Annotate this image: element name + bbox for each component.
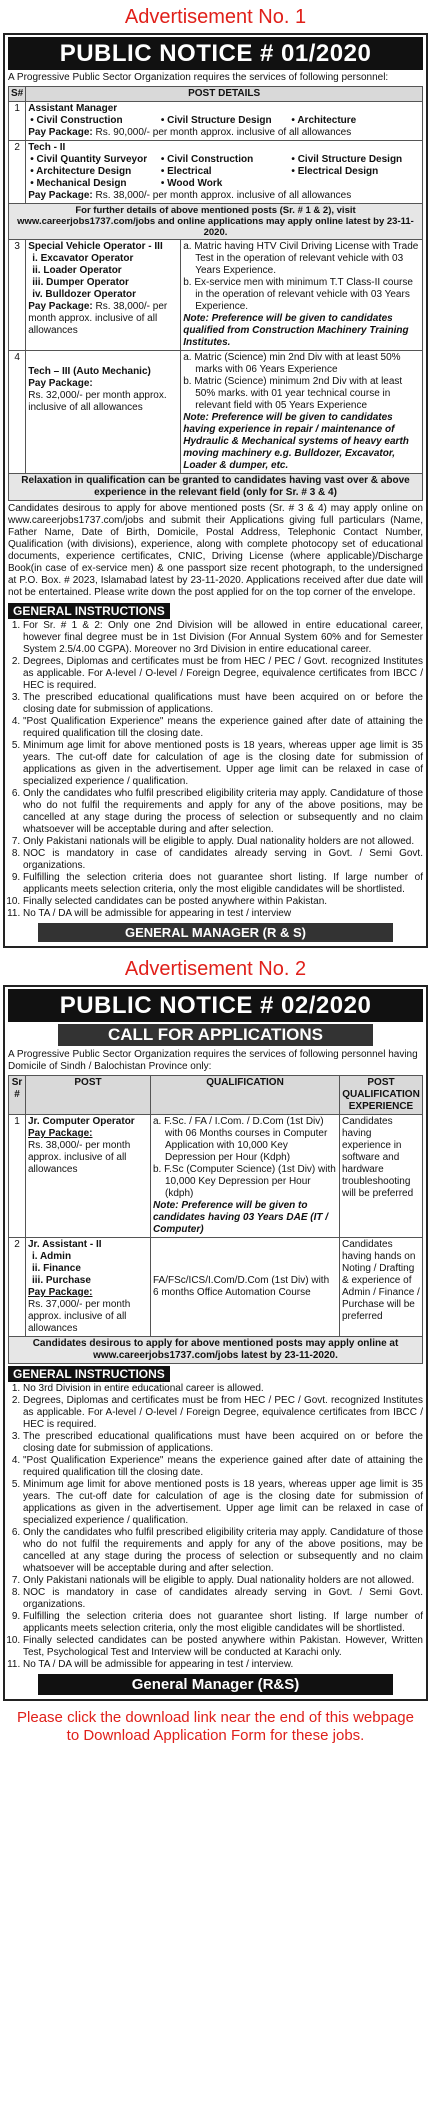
list-item: • Civil Quantity Surveyor xyxy=(30,154,148,165)
list-item: 8. NOC is mandatory in case of candidates already serving in Govt. / Semi Govt. organizations. xyxy=(23,1587,423,1611)
table-row xyxy=(9,1238,423,1337)
list-item: 11. No TA / DA will be admissible for appearing in test / interview. xyxy=(23,1659,423,1671)
list-item: 11. No TA / DA will be admissible for appearing in test / interview xyxy=(23,908,423,920)
qualification-list xyxy=(183,241,420,313)
list-item: • Electrical Design xyxy=(291,166,379,177)
list-item: a. Matric having HTV Civil Driving License with Trade Test in the operation of relevant vehicle with 03 Years Experience. xyxy=(183,241,419,276)
list-item: 2. Degrees, Diplomas and certificates must be from HEC / PEC / Govt. recognized Institutes as applicable. For A-level / O-level / Foreign Degree, equivalence certificates from IBCC / HEC is required. xyxy=(23,656,423,692)
list-item: 5. Minimum age limit for above mentioned posts is 18 years, whereas upper age limit is 35 years. The cut-off date for calculation of age is the closing date for submission of applications as given in the advertisement. Upper age limit can be relaxed in case of specialized experience / qualification. xyxy=(23,740,423,788)
row-sn: 2 xyxy=(9,141,26,204)
list-item: 5. Minimum age limit for above mentioned posts is 18 years, whereas upper age limit is 35 years. The cut-off date for calculation of age is the closing date for submission of applications as given in the advertisement. Upper age limit can be relaxed in case of specialized experience / qualification. xyxy=(23,1479,423,1527)
list-item: 7. Only Pakistani nationals will be eligible to apply. Dual nationality holders are not allowed. xyxy=(23,836,423,848)
signatory: GENERAL MANAGER (R & S) xyxy=(38,923,393,942)
pay-package: Pay Package: Rs. 90,000/- per month approx. inclusive of all allowances xyxy=(28,127,352,138)
header-post-details: POST DETAILS xyxy=(26,87,423,102)
post-title: Jr. Assistant - II xyxy=(28,1239,102,1250)
row-sn: 1 xyxy=(9,102,26,141)
post-title: Special Vehicle Operator - III xyxy=(28,241,163,252)
list-item: ii. Finance xyxy=(32,1263,81,1274)
list-item: 7. Only Pakistani nationals will be eligible to apply. Dual nationality holders are not allowed. xyxy=(23,1575,423,1587)
list-item: a. Matric (Science) min 2nd Div with at least 50% marks with 06 Years Experience xyxy=(183,352,401,375)
post-title: Tech - II xyxy=(28,142,66,153)
list-item: 6. Only the candidates who fulfil prescribed eligibility criteria may apply. Candidature of those who do not fulfil the requirements and apply for any of the above positions, may be cancelled at any stage during the process of selection or subsequently and no claim whatsoever will be acceptable during and after selection. xyxy=(23,1527,423,1575)
pay-label: Pay Package: xyxy=(28,1287,93,1298)
header-post: POST xyxy=(26,1076,151,1115)
table-row xyxy=(9,102,423,141)
instructions-list xyxy=(8,1383,423,1671)
list-item: iii. Purchase xyxy=(32,1275,91,1286)
general-instructions-heading: GENERAL INSTRUCTIONS xyxy=(8,1366,170,1382)
qualification-list xyxy=(153,1116,337,1200)
qualification-list xyxy=(183,352,420,412)
table-header-row xyxy=(9,87,423,102)
list-item: iii. Dumper Operator xyxy=(32,277,129,288)
apply-note: For further details of above mentioned posts (Sr. # 1 & 2), visit www.careerjobs1737.com/jobs and online applications may apply online latest by 23-11-2020. xyxy=(9,204,423,240)
signatory: General Manager (R&S) xyxy=(38,1674,393,1695)
list-item: 10. Finally selected candidates can be posted anywhere within Pakistan. However, Written Test, Psychological Test and Interview will be conducted at Karachi only. xyxy=(23,1635,423,1659)
list-item: 4. "Post Qualification Experience" means the experience gained after date of attaining the required qualification till the closing date. xyxy=(23,716,423,740)
pay-package: Rs. 32,000/- per month approx. inclusive of all allowances xyxy=(28,390,167,413)
list-item: 2. Degrees, Diplomas and certificates must be from HEC / PEC / Govt. recognized Institutes as applicable. For A-level / O-level / Foreign Degree, equivalence certificates from IBCC / HEC is required. xyxy=(23,1395,423,1431)
header-qualification: QUALIFICATION xyxy=(151,1076,340,1115)
pay-package: Rs. 38,000/- per month approx. inclusive of all allowances xyxy=(28,1140,131,1175)
list-item: 3. The prescribed educational qualifications must have been acquired on or before the closing date for submission of applications. xyxy=(23,1431,423,1455)
apply-note-row xyxy=(9,1337,423,1364)
post-title: Tech – III (Auto Mechanic) xyxy=(28,366,151,377)
row-sn: 4 xyxy=(9,351,26,474)
header-sn: S# xyxy=(9,87,26,102)
apply-paragraph: Candidates desirous to apply for above mentioned posts (Sr. # 3 & 4) may apply online on www.careerjobs1737.com/jobs and submit their Applications giving full particulars (Name, Father Name, Date of Birth, Domicile, Postal Address, Telephonic Contact Number, Qualification (with divisions), experience, along with complete photocopy set of educational documents, experience certificates, CNIC, Driving License (where applicable)/Discharge Book(in case of ex-service men) & one passport size recent photograph, to the undersigned at P.O. Box. # 2023, Islamabad latest by 23-11-2020. Applications received after due date will not be entertained. Please write down the post applied for on the top corner of the envelope. xyxy=(8,503,423,598)
pay-package: Pay Package: Rs. 38,000/- per month approx. inclusive of all allowances xyxy=(28,190,352,201)
list-item: b. Matric (Science) minimum 2nd Div with at least 50% marks. with 01 year technical course in relevant field with 05 Years Experience xyxy=(183,376,403,411)
list-item: i. Excavator Operator xyxy=(32,253,134,264)
list-item: 3. The prescribed educational qualifications must have been acquired on or before the closing date for submission of applications. xyxy=(23,692,423,716)
pay-package: Pay Package: Rs. 38,000/- per month approx. inclusive of all allowances xyxy=(28,301,168,336)
list-item: a. F.Sc. / FA / I.Com. / D.Com (1st Div) with 06 Months courses in Computer Application with 10,000 Key Depression per Hour (Kdph) xyxy=(153,1116,328,1163)
list-item: • Civil Structure Design xyxy=(291,154,403,165)
ad1-notice-heading: PUBLIC NOTICE # 01/2020 xyxy=(8,37,423,70)
ad2-title: Advertisement No. 2 xyxy=(124,958,307,980)
list-item: • Wood Work xyxy=(160,178,223,189)
list-item: 1. No 3rd Division in entire educational career is allowed. xyxy=(23,1383,423,1395)
table-row xyxy=(9,1115,423,1238)
list-item: i. Admin xyxy=(32,1251,72,1262)
row-post xyxy=(26,1115,151,1238)
note: Note: Preference will be given to candidates having experience in repair / maintenance of Hydraulic & Mechanical systems of heavy earth moving machinery e.g. Bulldozer, Excavator, Loader & dumper, etc. xyxy=(183,412,409,471)
row-sn: 1 xyxy=(9,1115,26,1238)
apply-note: Candidates desirous to apply for above mentioned posts may apply online at www.careerjobs1737.com/jobs latest by 23-11-2020. xyxy=(9,1337,423,1364)
list-item: • Civil Structure Design xyxy=(160,115,272,126)
row-experience: Candidates having hands on Noting / Drafting & experience of Admin / Finance / Purchase will be preferred xyxy=(340,1238,423,1337)
table-row xyxy=(9,351,423,474)
table-row xyxy=(9,141,423,204)
list-item: 9. Fulfilling the selection criteria does not guarantee short listing. If large number of applicants meets selection criteria, only the most eligible candidates will be shortlisted. xyxy=(23,872,423,896)
row-qualification: FA/FSc/ICS/I.Com/D.Com (1st Div) with 6 months Office Automation Course xyxy=(151,1238,340,1337)
post-items xyxy=(28,154,420,190)
list-item: • Architecture xyxy=(291,115,357,126)
list-item: • Mechanical Design xyxy=(30,178,127,189)
row-post xyxy=(26,141,423,204)
list-item: 4. "Post Qualification Experience" means the experience gained after date of attaining the required qualification till the closing date. xyxy=(23,1455,423,1479)
ad2-notice xyxy=(3,985,428,1701)
ad1-notice xyxy=(3,33,428,948)
list-item: 9. Fulfilling the selection criteria does not guarantee short listing. If large number of applicants meets selection criteria, only the most eligible candidates will be shortlisted. xyxy=(23,1611,423,1635)
row-post xyxy=(26,102,423,141)
list-item: iv. Bulldozer Operator xyxy=(32,289,136,300)
ad1-intro: A Progressive Public Sector Organization requires the services of following personnel: xyxy=(8,72,389,83)
post-title: Jr. Computer Operator xyxy=(28,1116,135,1127)
ad2-posts-table xyxy=(8,1075,423,1364)
ad1-posts-table xyxy=(8,86,423,501)
list-item: • Civil Construction xyxy=(30,115,123,126)
note: Note: Preference will be given to candidates having 03 Years DAE (IT / Computer) xyxy=(153,1200,329,1235)
row-qualification xyxy=(181,351,423,474)
post-items xyxy=(28,115,420,127)
ad1-title: Advertisement No. 1 xyxy=(124,6,307,28)
table-row xyxy=(9,240,423,351)
ad2-intro: A Progressive Public Sector Organization requires the services of following personnel having Domicile of Sindh / Balochistan Province only: xyxy=(8,1049,418,1072)
row-sn: 2 xyxy=(9,1238,26,1337)
general-instructions-heading: GENERAL INSTRUCTIONS xyxy=(8,603,170,619)
list-item: b. F.Sc (Computer Science) (1st Div) with 10,000 Key Depression per Hour (kdph) xyxy=(153,1164,336,1199)
header-experience: POST QUALIFICATION EXPERIENCE xyxy=(340,1076,423,1115)
download-instruction: Please click the download link near the end of this webpage to Download Application Form for these jobs. xyxy=(17,1709,414,1744)
ad2-call-for-applications: CALL FOR APPLICATIONS xyxy=(58,1024,373,1046)
relax-note: Relaxation in qualification can be granted to candidates having vast over & above experience in the relevant field (only for Sr. # 3 & 4) xyxy=(9,474,423,501)
pay-label: Pay Package: xyxy=(28,378,93,389)
row-qualification xyxy=(181,240,423,351)
list-item: ii. Loader Operator xyxy=(32,265,122,276)
pay-label: Pay Package: xyxy=(28,1128,93,1139)
list-item: 6. Only the candidates who fulfil prescribed eligibility criteria may apply. Candidature of those who do not fulfil the requirements and apply for any of the above positions, may be cancelled at any stage during the process of selection or subsequently and no claim whatsoever will be acceptable during and after selection. xyxy=(23,788,423,836)
row-sn: 3 xyxy=(9,240,26,351)
row-experience: Candidates having experience in software and hardware troubleshooting will be preferred xyxy=(340,1115,423,1238)
list-item: b. Ex-service men with minimum T.T Class-II course in the operation of relevant vehicle with 03 Years Experience. xyxy=(183,277,413,312)
relax-note-row xyxy=(9,474,423,501)
pay-package: Rs. 37,000/- per month approx. inclusive of all allowances xyxy=(28,1299,131,1334)
row-qualification xyxy=(151,1115,340,1238)
row-post xyxy=(26,351,181,474)
list-item: 8. NOC is mandatory in case of candidates already serving in Govt. / Semi Govt. organizations. xyxy=(23,848,423,872)
post-title: Assistant Manager xyxy=(28,103,118,114)
list-item: 10. Finally selected candidates can be posted anywhere within Pakistan. xyxy=(23,896,423,908)
list-item: • Civil Construction xyxy=(160,154,254,165)
apply-note-row xyxy=(9,204,423,240)
row-post xyxy=(26,240,181,351)
list-item: 1. For Sr. # 1 & 2: Only one 2nd Division will be allowed in entire educational career, however final degree must be in 1st Division (For Annual System 60% and for Semester System 2.5/4.00 CGPA). Moreover no 3rd Division in entire educational career. xyxy=(23,620,423,656)
list-item: • Architecture Design xyxy=(30,166,132,177)
note: Note: Preference will be given to candidates qualified from Construction Machinery Training Institutes. xyxy=(183,313,409,348)
instructions-list xyxy=(8,620,423,920)
ad2-notice-heading: PUBLIC NOTICE # 02/2020 xyxy=(8,989,423,1022)
table-header-row xyxy=(9,1076,423,1115)
header-sn: Sr # xyxy=(9,1076,26,1115)
list-item: • Electrical xyxy=(160,166,212,177)
row-post xyxy=(26,1238,151,1337)
